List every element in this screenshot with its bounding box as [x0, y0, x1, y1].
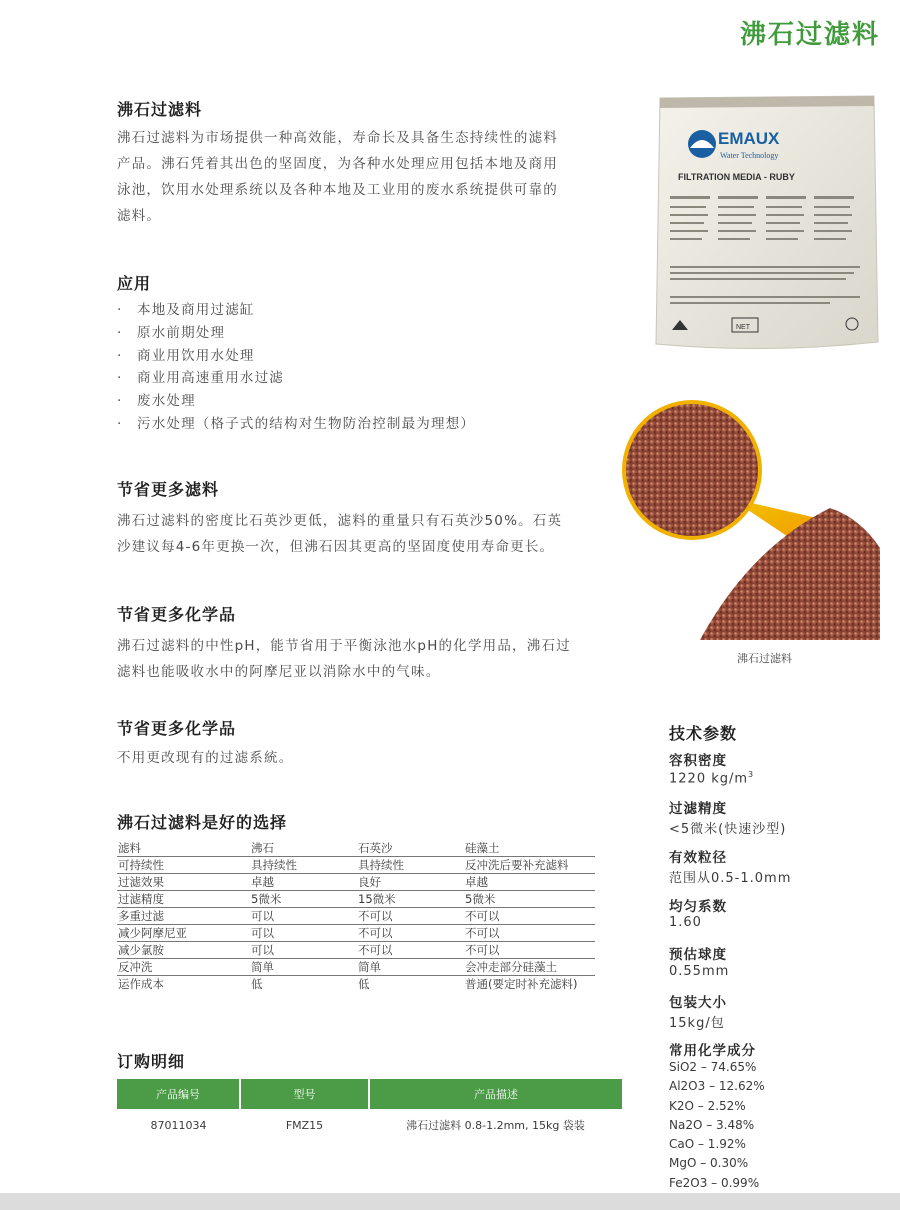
chem-list	[669, 1058, 765, 1193]
order-desc: 沸石过滤料 0.8-1.2mm, 15kg 袋装	[406, 1119, 585, 1132]
list-item: · 本地及商用过滤缸	[117, 302, 255, 318]
intro-line: 产品。沸石凭着其出色的坚固度，为各种水处理应用包括本地及商用	[117, 156, 558, 172]
spec-value: 1.60	[669, 915, 702, 930]
spec-label: 过滤精度	[669, 801, 727, 817]
comparison-table	[117, 840, 595, 992]
table-cell: 运作成本	[118, 977, 164, 991]
table-cell: 5微米	[250, 891, 357, 908]
table-cell: 具持续性	[357, 857, 464, 874]
table-cell: 简单	[357, 959, 464, 976]
list-item: Al2O3 – 12.62%	[669, 1079, 765, 1094]
table-cell: 石英沙	[357, 840, 464, 857]
table-cell: 具持续性	[250, 857, 357, 874]
intro-paragraph	[117, 125, 627, 229]
order-heading: 订购明细	[117, 1052, 186, 1071]
list-item: Fe2O3 – 0.99%	[669, 1175, 760, 1190]
table-cell: 不可以	[464, 925, 595, 942]
order-model: FMZ15	[285, 1118, 324, 1132]
table-cell: 低	[251, 977, 263, 991]
table-cell: 普通(要定时补充滤料)	[465, 977, 578, 991]
spec-value: 范围从0.5-1.0mm	[669, 871, 792, 886]
comparison-heading: 沸石过滤料是好的选择	[117, 813, 288, 832]
list-item: · 原水前期处理	[117, 324, 226, 341]
table-row	[117, 942, 595, 959]
bag-brand-sub: Water Technology	[720, 151, 779, 160]
spec-value: 15kg/包	[669, 1016, 725, 1031]
bottom-band	[0, 1193, 900, 1210]
order-header-desc: 产品描述	[369, 1079, 622, 1109]
save-media-heading: 节省更多滤料	[117, 480, 220, 499]
table-cell: 过滤效果	[117, 874, 250, 891]
spec-label: 均匀系数	[669, 899, 727, 915]
table-row	[117, 874, 595, 891]
spec-label: 有效粒径	[669, 850, 727, 866]
table-row	[117, 1109, 622, 1141]
list-item: · 废水处理	[117, 393, 196, 410]
table-cell: 不可以	[357, 925, 464, 942]
table-row	[117, 891, 595, 908]
order-code: 87011034	[150, 1118, 207, 1132]
list-item: SiO2 – 74.65%	[669, 1060, 757, 1074]
save-chem2-heading: 节省更多化学品	[117, 719, 237, 738]
application-heading: 应用	[117, 274, 152, 293]
table-row	[117, 857, 595, 874]
table-cell: 硅藻土	[464, 840, 595, 857]
page-title: 沸石过滤料	[739, 20, 880, 50]
table-row	[117, 959, 595, 976]
save-chem2-paragraph: 不用更改现有的过滤系統。	[117, 750, 294, 766]
spec-value: 0.55mm	[669, 964, 730, 979]
table-cell: 过滤精度	[117, 891, 250, 908]
intro-line: 泳池，饮用水处理系统以及各种本地及工业用的废水系统提供可靠的	[117, 182, 558, 198]
list-item: · 商业用高速重用水过滤	[117, 370, 284, 387]
table-cell: 沸石	[250, 840, 357, 857]
table-row	[117, 840, 595, 857]
specs-heading: 技术参数	[669, 724, 738, 743]
zeolite-image	[620, 398, 880, 640]
table-cell: 卓越	[250, 874, 357, 891]
intro-heading: 沸石过滤料	[117, 100, 203, 119]
table-cell: 低	[358, 977, 370, 991]
svg-text:NET: NET	[736, 324, 750, 331]
save-chem-heading: 节省更多化学品	[117, 605, 237, 624]
table-cell: 良好	[357, 874, 464, 891]
list-item: K2O – 2.52%	[669, 1098, 746, 1113]
table-row	[117, 976, 595, 993]
save-media-paragraph: 沸石过滤料的密度比石英沙更低，滤料的重量只有石英沙50%。石英 沙建议每4-6年更换一次，但沸石因其更高的坚固度使用寿命更长。	[117, 513, 563, 555]
table-cell: 多重过滤	[117, 908, 250, 925]
spec-label: 预估球度	[669, 947, 727, 963]
bag-brand: EMAUX	[718, 129, 780, 148]
table-cell: 5微米	[464, 891, 595, 908]
spec-value: 1220 $kg/m^3$	[669, 770, 755, 787]
list-item: CaO – 1.92%	[669, 1137, 746, 1152]
table-cell: 不可以	[357, 942, 464, 959]
list-item: Na2O – 3.48%	[669, 1117, 755, 1132]
table-cell: 会冲走部分硅藻土	[464, 959, 595, 976]
table-cell: 不可以	[464, 908, 595, 925]
list-item: · 商业用饮用水处理	[117, 347, 255, 364]
product-bag-image	[652, 92, 880, 354]
table-row	[117, 925, 595, 942]
spec-value: <5微米(快速沙型)	[669, 822, 787, 837]
image-caption: 沸石过滤料	[737, 652, 792, 665]
spec-label: 容积密度	[669, 753, 727, 769]
order-header-code: 产品编号	[117, 1079, 240, 1109]
spec-label: 包装大小	[669, 995, 727, 1011]
chem-heading: 常用化学成分	[669, 1043, 756, 1059]
table-cell: 可以	[250, 908, 357, 925]
list-item: · 污水处理（格子式的结构对生物防治控制最为理想）	[117, 415, 476, 432]
table-cell: 减少氯胺	[117, 942, 250, 959]
table-cell: 不可以	[357, 908, 464, 925]
table-cell: 不可以	[464, 942, 595, 959]
table-cell: 卓越	[464, 874, 595, 891]
intro-line: 滤料。	[117, 208, 162, 224]
order-header-model: 型号	[240, 1079, 369, 1109]
order-table	[117, 1079, 622, 1141]
save-chem-paragraph: 沸石过滤料的中性pH，能节省用于平衡泳池水pH的化学用品，沸石过 滤料也能吸收水中的阿摩尼亚以消除水中的气味。	[117, 638, 571, 680]
table-row	[117, 908, 595, 925]
table-cell: 反冲洗	[117, 959, 250, 976]
table-cell: 可以	[250, 942, 357, 959]
bag-product: FILTRATION MEDIA - RUBY	[678, 172, 795, 182]
table-cell: 可以	[250, 925, 357, 942]
table-cell: 15微米	[357, 891, 464, 908]
table-cell: 滤料	[117, 840, 250, 857]
table-cell: 减少阿摩尼亚	[117, 925, 250, 942]
application-list	[117, 299, 475, 436]
list-item: MgO – 0.30%	[669, 1156, 749, 1171]
zeolite-closeup	[626, 404, 758, 536]
table-cell: 可持续性	[117, 857, 250, 874]
table-cell: 简单	[250, 959, 357, 976]
intro-line: 沸石过滤料为市场提供一种高效能，寿命长及具备生态持续性的滤料	[117, 130, 558, 146]
table-cell: 反冲洗后要补充滤料	[464, 857, 595, 874]
